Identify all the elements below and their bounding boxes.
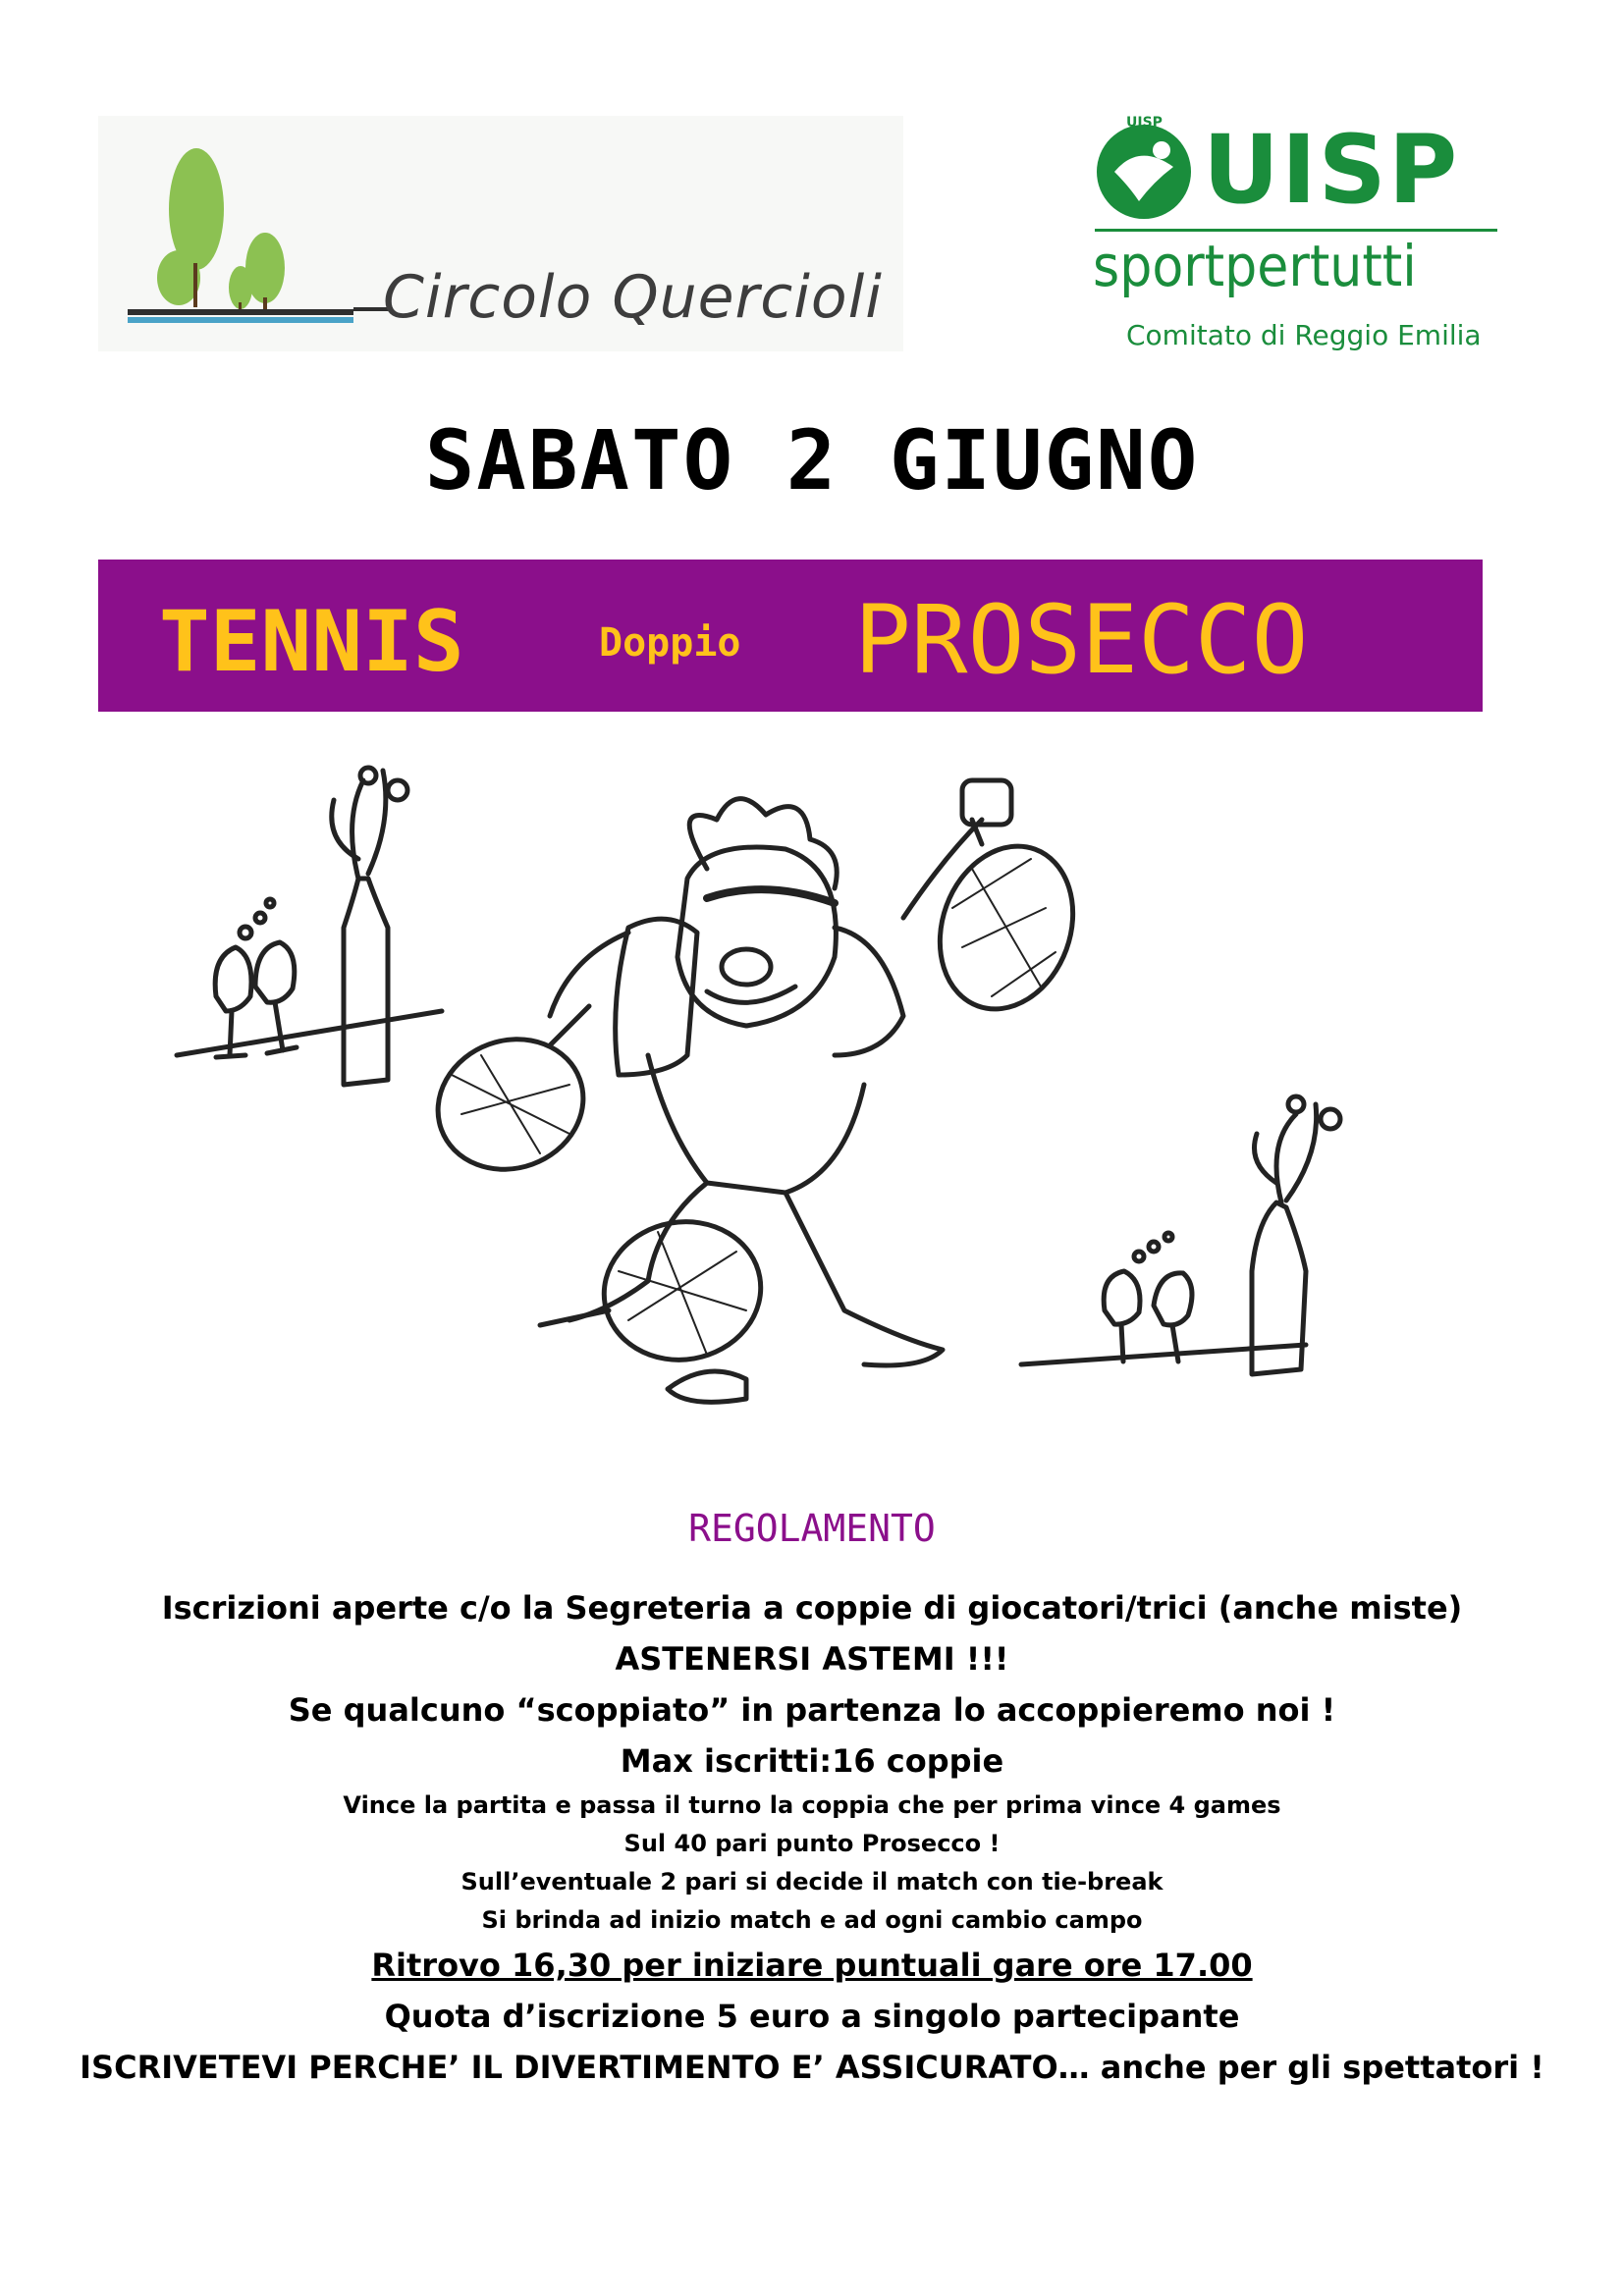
- rule-line: Se qualcuno “scoppiato” in partenza lo accoppieremo noi !: [288, 1691, 1336, 1729]
- prosecco-bottle-right-icon: [1021, 1096, 1340, 1374]
- tennis-player-with-prosecco-icon: [157, 761, 1463, 1507]
- rule-line: Iscrizioni aperte c/o la Segreteria a coppie di giocatori/trici (anche miste): [161, 1589, 1463, 1627]
- rule-line: Si brinda ad inizio match e ad ogni cambio campo: [481, 1906, 1143, 1934]
- rule-line: Quota d’iscrizione 5 euro a singolo partecipante: [384, 1998, 1240, 2035]
- uisp-small-label: UISP: [1126, 115, 1163, 131]
- rules-title: REGOLAMENTO: [688, 1507, 936, 1550]
- club-name: Circolo Quercioli: [383, 263, 883, 332]
- meeting-time: Ritrovo 16,30 per iniziare puntuali gare ore 17.00: [371, 1947, 1253, 1984]
- title-banner: [98, 560, 1483, 712]
- closing-line: ISCRIVETEVI PERCHE’ IL DIVERTIMENTO E’ ASSICURATO… anche per gli spettatori !: [80, 2049, 1544, 2086]
- uisp-logo: [1085, 113, 1497, 368]
- rule-line: Max iscritti:16 coppie: [620, 1742, 1004, 1780]
- banner-doppio: Doppio: [599, 620, 741, 666]
- rule-line: Sull’eventuale 2 pari si decide il match con tie-break: [460, 1868, 1164, 1896]
- uisp-divider: [1095, 229, 1497, 232]
- uisp-committee: Comitato di Reggio Emilia: [1126, 319, 1482, 351]
- uisp-wordmark: UISP: [1203, 115, 1460, 225]
- rule-line: ASTENERSI ASTEMI !!!: [615, 1640, 1009, 1678]
- prosecco-bottle-left-icon: [177, 768, 442, 1085]
- banner-tennis: TENNIS: [159, 593, 464, 691]
- event-date: SABATO 2 GIUGNO: [424, 412, 1200, 508]
- rule-line: Vince la partita e passa il turno la coppia che per prima vince 4 games: [343, 1791, 1281, 1819]
- tennis-player-icon: [419, 780, 1095, 1402]
- trees-icon: [98, 116, 393, 351]
- uisp-tagline: sportpertutti: [1093, 233, 1417, 299]
- banner-prosecco: PROSECCO: [854, 585, 1309, 695]
- rule-line: Sul 40 pari punto Prosecco !: [623, 1830, 1001, 1857]
- rules-block: [59, 1582, 1565, 2093]
- circolo-quercioli-logo: [98, 116, 903, 351]
